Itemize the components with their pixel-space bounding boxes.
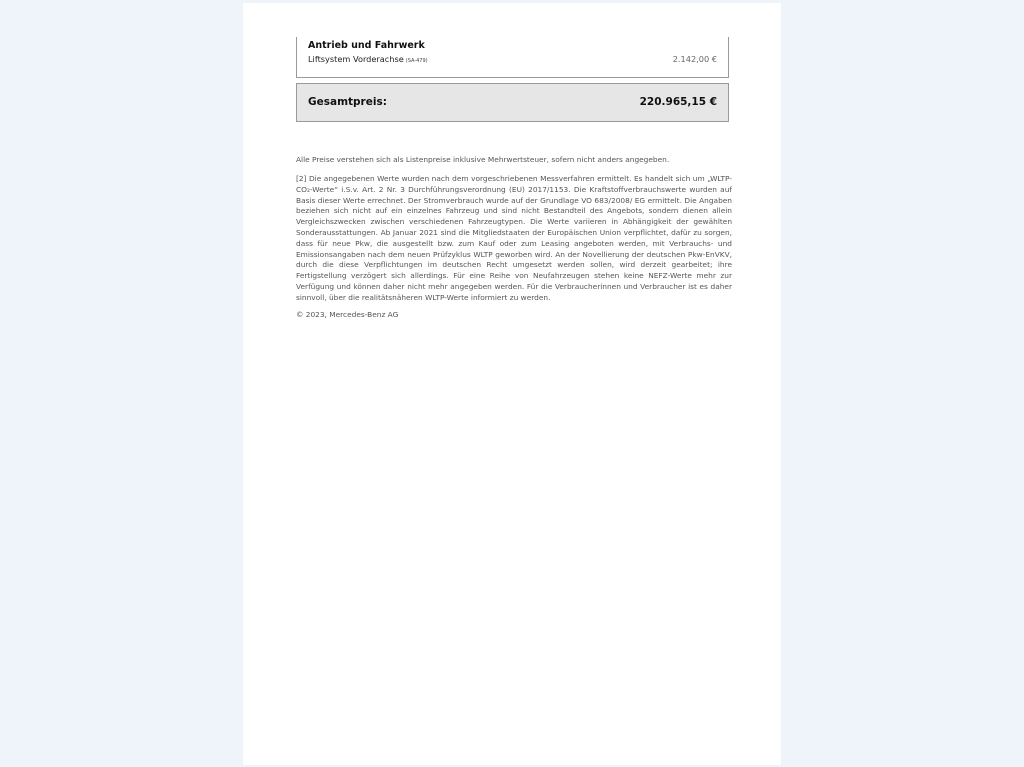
option-item-code: (SA-479) [405, 58, 428, 64]
copyright: © 2023, Mercedes-Benz AG [296, 310, 399, 319]
options-section [296, 37, 729, 78]
document-page [243, 3, 781, 765]
total-price-box [296, 83, 729, 122]
section-title: Antrieb und Fahrwerk [308, 40, 425, 51]
price-note: Alle Preise verstehen sich als Listenpreise inklusive Mehrwertsteuer, sofern nicht anders angegeben. [296, 155, 670, 164]
total-price-value: 220.965,15 € [639, 96, 717, 108]
total-price-label: Gesamtpreis: [308, 96, 387, 108]
option-item-label [308, 54, 428, 64]
option-item-name: Liftsystem Vorderachse [308, 54, 404, 64]
option-item-price: 2.142,00 € [672, 54, 717, 64]
wltp-footnote: [2] Die angegebenen Werte wurden nach dem vorgeschriebenen Messverfahren ermittelt. Es handelt sich um „WLTP-CO₂-Werte“ i.S.v. Art. 2 Nr. 3 Durchführungsverordnung (EU) 2017/1153. Die Kraftstoffverbrauchswerte wurden auf Basis dieser Werte errechnet. Der Stromverbrauch wurde auf der Grundlage VO 683/2008/ EG ermittelt. Die Angaben beziehen sich nicht auf ein einzelnes Fahrzeug und sind nicht Bestandteil des Angebots, sondern dienen allein Vergleichszwecken zwischen verschiedenen Fahrzeugtypen. Die Werte variieren in Abhängigkeit der gewählten Sonderausstattungen. Ab Januar 2021 sind die Mitgliedstaaten der Europäischen Union verpflichtet, dafür zu sorgen, dass für neue Pkw, die ausgestellt bzw. zum Kauf oder zum Leasing angeboten werden, mit Verbrauchs- und Emissionsangaben nach dem neuen Prüfzyklus WLTP geworben wird. An der Novellierung der deutschen Pkw-EnVKV, durch die diese Verpflichtungen im deutschen Recht umgesetzt werden sollen, wird derzeit gearbeitet; ihre Fertigstellung verzögert sich allerdings. Für eine Reihe von Neufahrzeugen stehen keine NEFZ-Werte mehr zur Verfügung und können daher nicht mehr angegeben werden. Für die Verbraucherinnen und Verbraucher ist es daher sinnvoll, über die realitätsnäheren WLTP-Werte informiert zu werden. [296, 174, 732, 302]
